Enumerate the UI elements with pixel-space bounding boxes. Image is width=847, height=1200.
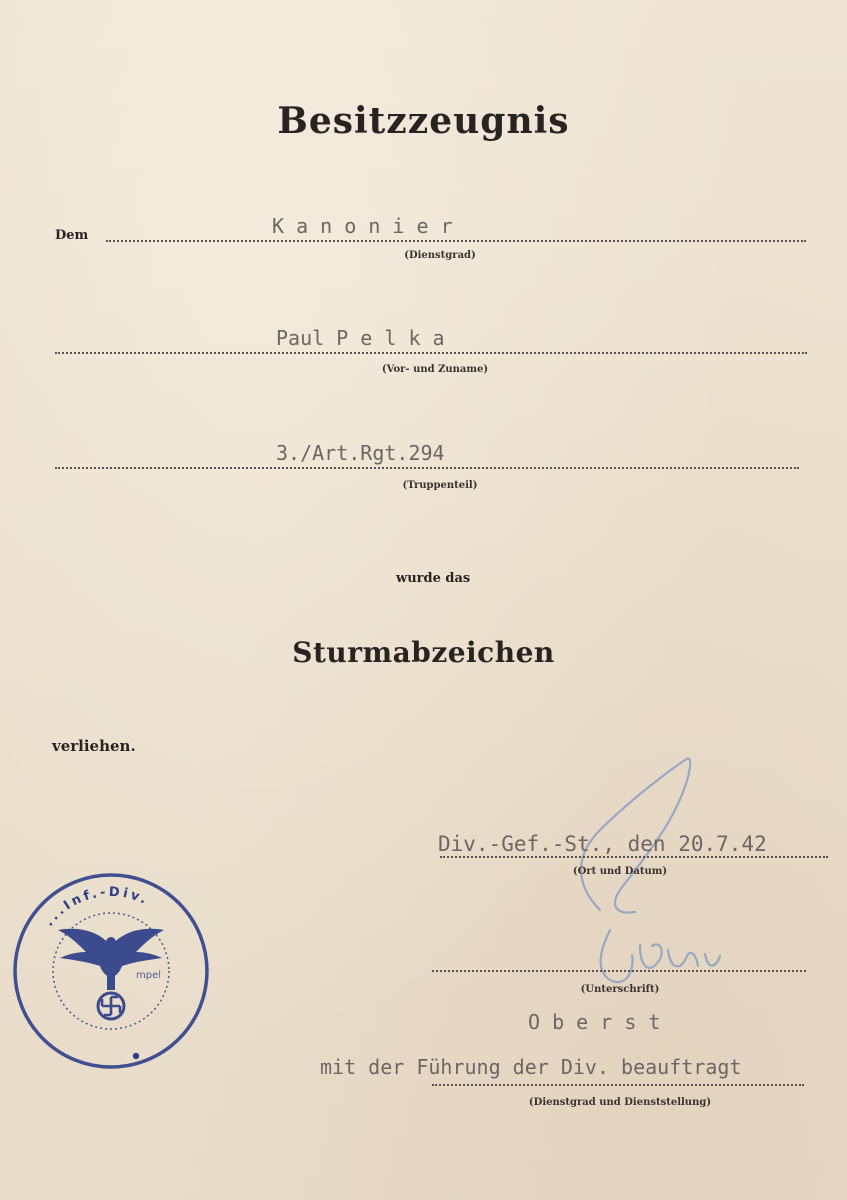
signature-dotted-line [432, 970, 806, 972]
position-dotted-line [432, 1084, 804, 1086]
official-stamp [8, 866, 214, 1076]
rank-value: K a n o n i e r [272, 214, 453, 238]
place-date-caption: (Ort und Datum) [572, 866, 668, 877]
position-caption: (Dienstgrad und Dienststellung) [528, 1097, 712, 1108]
svg-text:...Inf.-Div.: ...Inf.-Div. [41, 884, 152, 930]
unit-value: 3./Art.Rgt.294 [276, 441, 445, 465]
signer-rank: O b e r s t [528, 1010, 661, 1034]
signature-caption: (Unterschrift) [580, 984, 660, 995]
unit-caption: (Truppenteil) [402, 480, 478, 491]
dem-label: Dem [55, 228, 89, 243]
name-caption: (Vor- und Zuname) [381, 364, 489, 375]
signer-position: mit der Führung der Div. beauftragt [320, 1055, 742, 1079]
name-dotted-line [55, 352, 807, 354]
name-value: Paul P e l k a [276, 326, 445, 350]
place-date-value: Div.-Gef.-St., den 20.7.42 [438, 832, 767, 856]
stamp-center-text: mpel [136, 970, 162, 981]
place-date-dotted-line [440, 856, 828, 858]
wurde-das-text: wurde das [396, 571, 471, 586]
rank-dotted-line [106, 240, 806, 242]
rank-caption: (Dienstgrad) [404, 250, 476, 261]
unit-dotted-line [55, 467, 799, 469]
document-title: Besitzzeugnis [277, 100, 570, 142]
verliehen-text: verliehen. [52, 737, 136, 755]
award-name: Sturmabzeichen [292, 636, 555, 669]
